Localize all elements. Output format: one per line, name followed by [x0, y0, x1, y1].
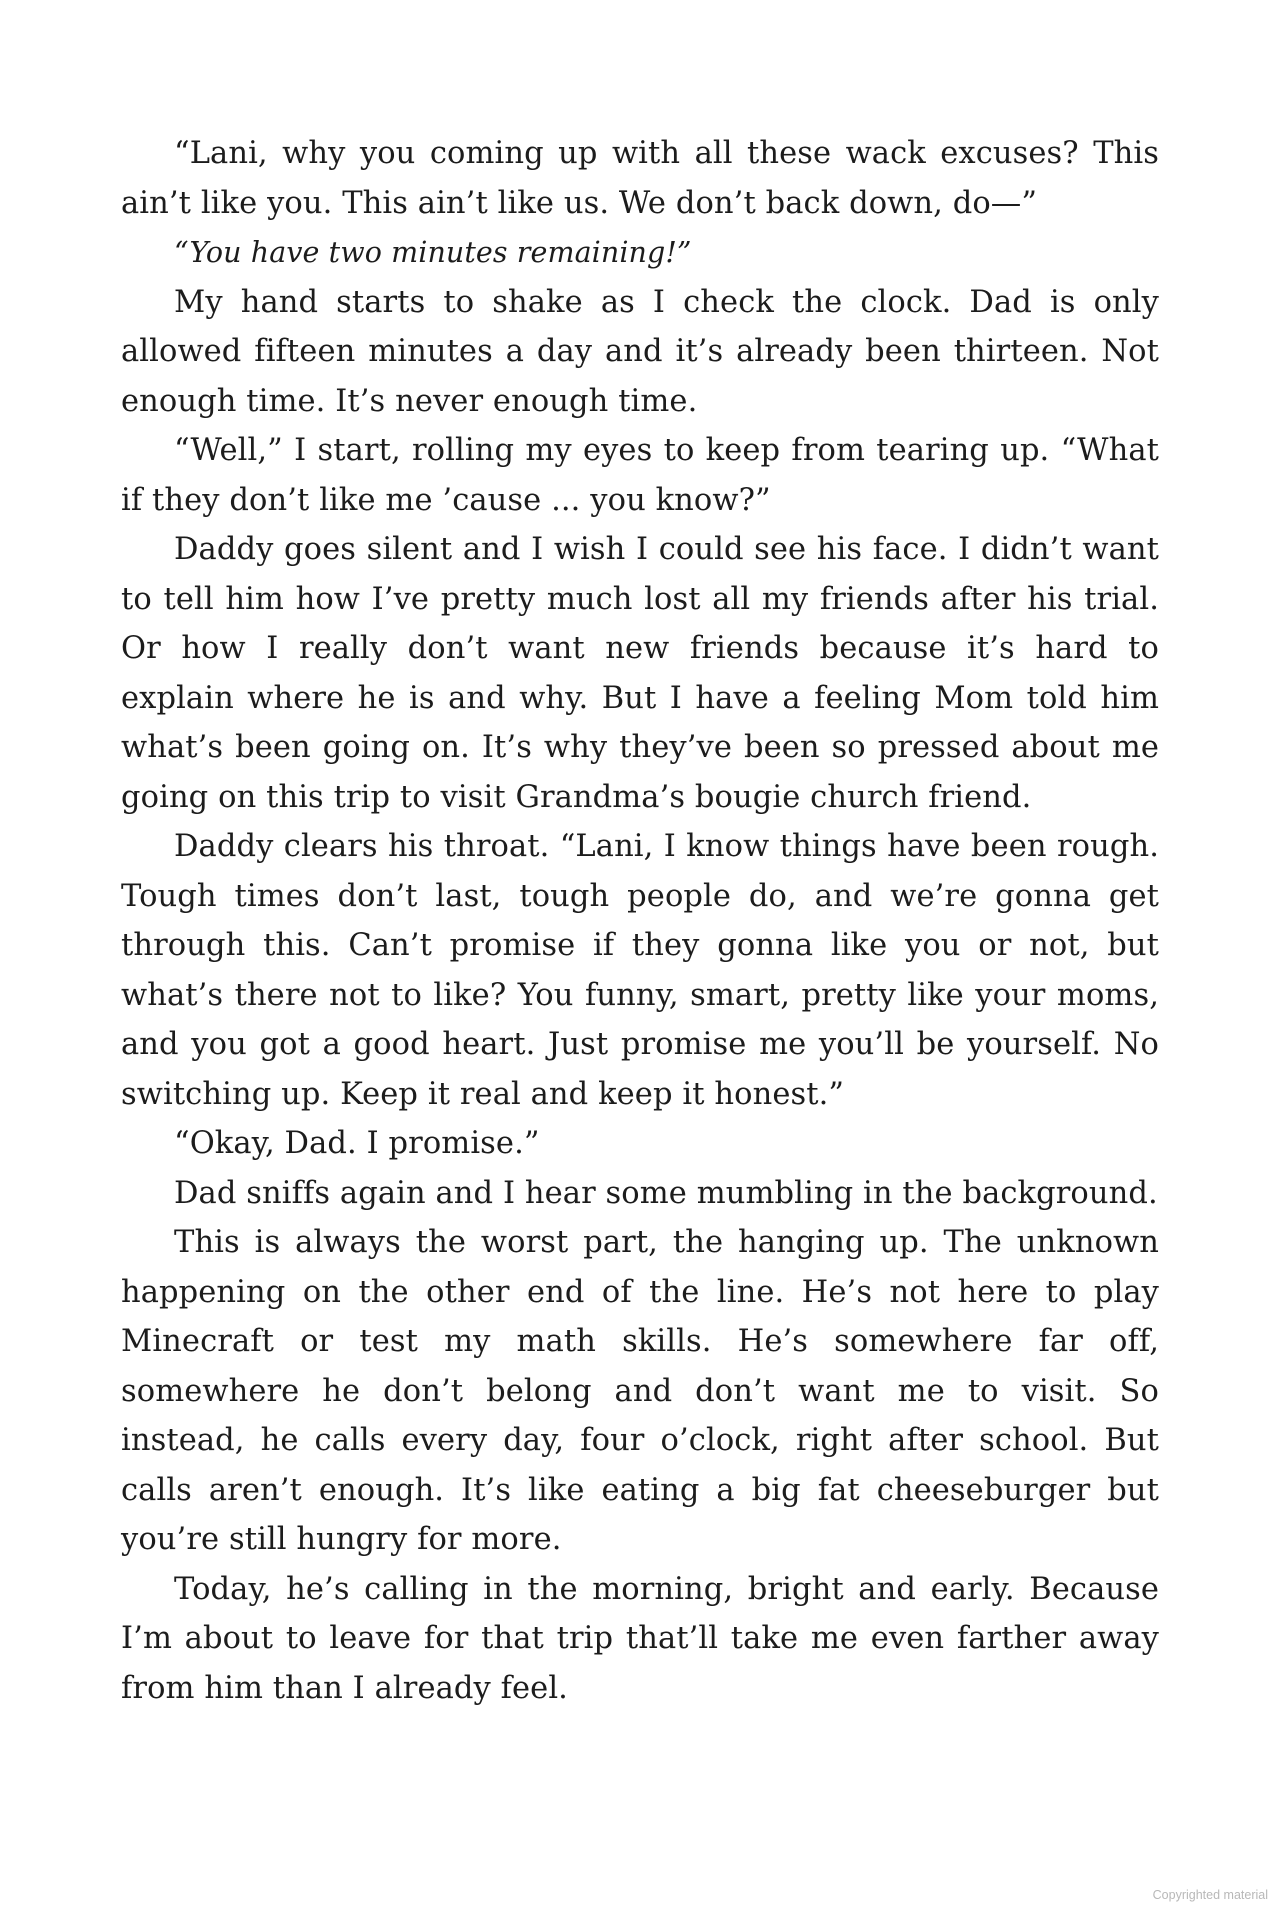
paragraph-5: Daddy goes silent and I wish I could see his face. I didn’t want to tell him how I’ve pretty much lost all my friends after his trial. Or how I really don’t want new friends because it’s hard to explain where he is and why. But I have a feeling Mom told him what’s been going on. It’s why they’ve been so pressed about me going on this trip to visit Grandma’s bougie church friend. [121, 532, 1159, 815]
paragraph-1: “Lani, why you coming up with all these wack excuses? This ain’t like you. This ain’t like us. We don’t back down, do—” [121, 136, 1159, 221]
paragraph-4: “Well,” I start, rolling my eyes to keep from tearing up. “What if they don’t like me ’cause ... you know?” [121, 433, 1159, 518]
paragraph-10: Today, he’s calling in the morning, bright and early. Because I’m about to leave for that trip that’ll take me even farther away from him than I already feel. [121, 1571, 1159, 1706]
paragraph-7: “Okay, Dad. I promise.” [174, 1126, 540, 1161]
copyright-notice: Copyrighted material [1152, 1888, 1268, 1902]
body-text [121, 129, 1159, 1713]
paragraph-2-announcement: “You have two minutes remaining!” [174, 236, 692, 269]
paragraph-6: Daddy clears his throat. “Lani, I know things have been rough. Tough times don’t last, tough people do, and we’re gonna get through this. Can’t promise if they gonna like you or not, but what’s there not to like? You funny, smart, pretty like your moms, and you got a good heart. Just promise me you’ll be yourself. No switching up. Keep it real and keep it honest.” [121, 829, 1159, 1112]
paragraph-3: My hand starts to shake as I check the clock. Dad is only allowed fifteen minutes a day and it’s already been thirteen. Not enough time. It’s never enough time. [121, 284, 1159, 419]
paragraph-9: This is always the worst part, the hanging up. The unknown happening on the other end of the line. He’s not here to play Minecraft or test my math skills. He’s somewhere far off, somewhere he don’t belong and don’t want me to visit. So instead, he calls every day, four o’clock, right after school. But calls aren’t enough. It’s like eating a big fat cheeseburger but you’re still hungry for more. [121, 1225, 1159, 1557]
paragraph-8: Dad sniffs again and I hear some mumbling in the background. [174, 1175, 1158, 1211]
